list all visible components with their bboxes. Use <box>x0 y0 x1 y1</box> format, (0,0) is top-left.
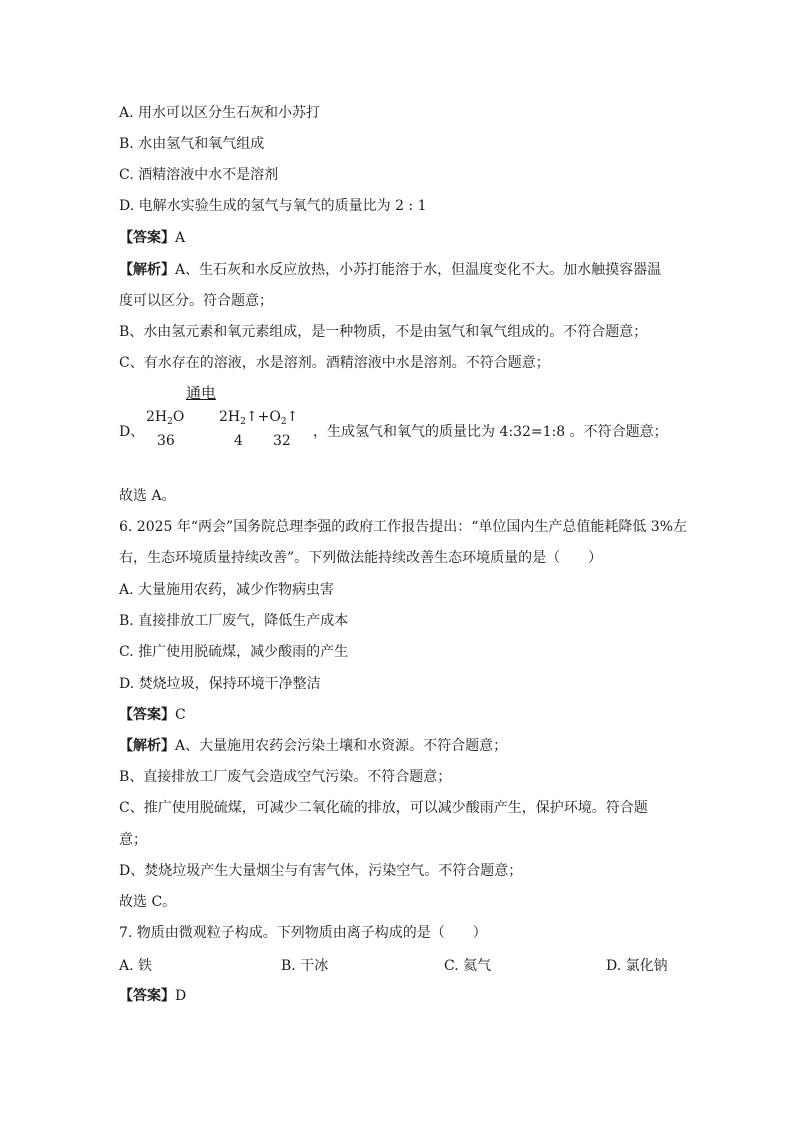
mass-reactant: 36 <box>157 433 175 449</box>
q6-analysis-line-1 <box>119 736 507 756</box>
q7-option-c: C. 氦气 <box>444 958 492 974</box>
q6-stem-line-1: 6. 2025 年“两会”国务院总理李强的政府工作报告提出：“单位国内生产总值能耗降低 3%左 <box>119 519 688 535</box>
analysis-tag: 【解析】 <box>119 738 175 754</box>
answer-value: C <box>175 707 186 723</box>
q5-option-a: A. 用水可以区分生石灰和小苏打 <box>119 105 321 121</box>
q5-analysis-line-4: C、有水存在的溶液，水是溶剂。酒精溶液中水是溶剂。不符合题意； <box>119 355 550 371</box>
analysis-text: A、大量施用农药会污染土壤和水资源。不符合题意； <box>175 738 508 754</box>
q6-option-c: C. 推广使用脱硫煤，减少酸雨的产生 <box>119 644 349 660</box>
q6-option-a: A. 大量施用农药，减少作物病虫害 <box>119 582 335 598</box>
q6-stem-line-2: 右，生态环境质量持续改善”。下列做法能持续改善生态环境质量的是（ ） <box>119 550 603 566</box>
q7-answer <box>119 986 186 1006</box>
equation-condition: 通电 <box>186 384 217 402</box>
q5-analysis-line-2: 度可以区分。符合题意； <box>119 293 273 309</box>
equation-products: $2H_2↑+O_2↑$ <box>219 409 299 427</box>
equation-prefix: D、 <box>119 424 145 440</box>
analysis-text: A、生石灰和水反应放热，小苏打能溶于水，但温度变化不大。加水触摸容器温 <box>175 262 662 278</box>
q7-option-b: B. 干冰 <box>281 958 329 974</box>
answer-tag: 【答案】 <box>119 988 175 1004</box>
mass-oxygen: 32 <box>273 433 291 449</box>
equation-reactant: $2H_2O$ <box>146 409 185 427</box>
q5-option-b: B. 水由氢气和氧气组成 <box>119 136 265 152</box>
q7-stem: 7. 物质由微观粒子构成。下列物质由离子构成的是（ ） <box>119 925 487 941</box>
q5-answer <box>119 228 185 248</box>
q7-option-a: A. 铁 <box>119 958 153 974</box>
q5-analysis-line-3: B、水由氢元素和氧元素组成，是一种物质，不是由氢气和氧气组成的。不符合题意； <box>119 324 648 340</box>
q7-option-d: D. 氯化钠 <box>606 958 668 974</box>
q5-analysis-line-1 <box>119 260 661 280</box>
answer-value: A <box>175 230 186 246</box>
answer-value: D <box>175 988 187 1004</box>
mass-hydrogen: 4 <box>234 433 243 449</box>
q6-analysis-line-5: D、焚烧垃圾产生大量烟尘与有害气体，污染空气。不符合题意； <box>119 863 523 879</box>
equation-conclusion: ，生成氢气和氧气的质量比为 4:32=1:8 。不符合题意； <box>313 424 668 440</box>
q6-analysis-line-4: 意； <box>119 832 147 848</box>
q6-option-b: B. 直接排放工厂废气，降低生产成本 <box>119 613 349 629</box>
q6-analysis-line-2: B、直接排放工厂废气会造成空气污染。不符合题意； <box>119 769 452 785</box>
q5-final: 故选 A。 <box>119 488 176 504</box>
q6-answer <box>119 705 186 725</box>
q5-option-d: D. 电解水实验生成的氢气与氧气的质量比为 2 : 1 <box>119 198 427 214</box>
q5-option-c: C. 酒精溶液中水不是溶剂 <box>119 167 279 183</box>
analysis-tag: 【解析】 <box>119 262 175 278</box>
answer-tag: 【答案】 <box>119 707 175 723</box>
q6-analysis-line-3: C、推广使用脱硫煤，可减少二氧化硫的排放，可以减少酸雨产生，保护环境。符合题 <box>119 800 648 816</box>
answer-tag: 【答案】 <box>119 230 175 246</box>
q6-final: 故选 C。 <box>119 894 177 910</box>
q6-option-d: D. 焚烧垃圾，保持环境干净整洁 <box>119 676 321 692</box>
